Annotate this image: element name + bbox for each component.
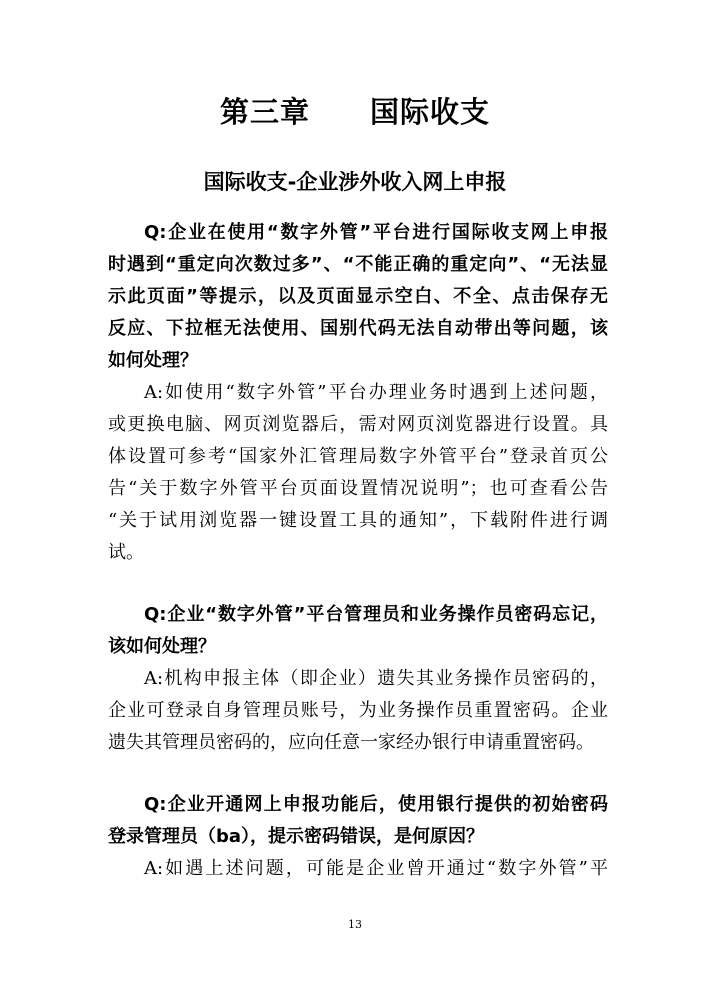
answer-line: 试。 (108, 542, 144, 563)
answer-line: 体设置可参考“国家外汇管理局数字外管平台”登录首页公 (108, 446, 608, 467)
question-line: 反应、下拉框无法使用、国别代码无法自动带出等问题，该 (108, 318, 608, 339)
answer-line: 企业可登录自身管理员账号，为业务操作员重置密码。企业 (108, 700, 608, 721)
answer-line: A:如使用“数字外管”平台办理业务时遇到上述问题， (144, 382, 608, 403)
question-1 (108, 217, 608, 377)
answer-3 (108, 853, 608, 885)
question-line: 该如何处理？ (108, 636, 216, 657)
answer-line: “关于试用浏览器一键设置工具的通知”，下载附件进行调 (108, 510, 608, 531)
chapter-title: 第三章 国际收支 (219, 95, 490, 129)
answer-line: 遗失其管理员密码的，应向任意一家经办银行申请重置密码。 (108, 732, 594, 753)
qa-block-3 (108, 789, 608, 885)
question-line: 登录管理员（ba），提示密码错误，是何原因？ (108, 826, 485, 847)
page-number: 13 (348, 918, 362, 931)
question-line: Q:企业“数字外管”平台管理员和业务操作员密码忘记， (144, 604, 608, 625)
answer-line: A:如遇上述问题，可能是企业曾开通过“数字外管”平 (144, 858, 608, 879)
qa-block-2 (108, 599, 608, 759)
answer-line: 告“关于数字外管平台页面设置情况说明”；也可查看公告 (108, 478, 608, 499)
question-3 (108, 789, 608, 853)
qa-block-1 (108, 217, 608, 569)
section-title: 国际收支-企业涉外收入网上申报 (203, 170, 507, 194)
answer-2 (108, 663, 608, 759)
answer-line: A:机构申报主体（即企业）遗失其业务操作员密码的， (144, 668, 608, 689)
question-line: Q:企业在使用“数字外管”平台进行国际收支网上申报 (144, 222, 608, 243)
question-2 (108, 599, 608, 663)
question-line: 时遇到“重定向次数过多”、“不能正确的重定向”、“无法显 (108, 254, 608, 275)
question-line: 示此页面”等提示，以及页面显示空白、不全、点击保存无 (108, 286, 608, 307)
question-line: 如何处理？ (108, 350, 198, 371)
answer-line: 或更换电脑、网页浏览器后，需对网页浏览器进行设置。具 (108, 414, 608, 435)
question-line: Q:企业开通网上申报功能后，使用银行提供的初始密码 (144, 794, 608, 815)
answer-1 (108, 377, 608, 569)
